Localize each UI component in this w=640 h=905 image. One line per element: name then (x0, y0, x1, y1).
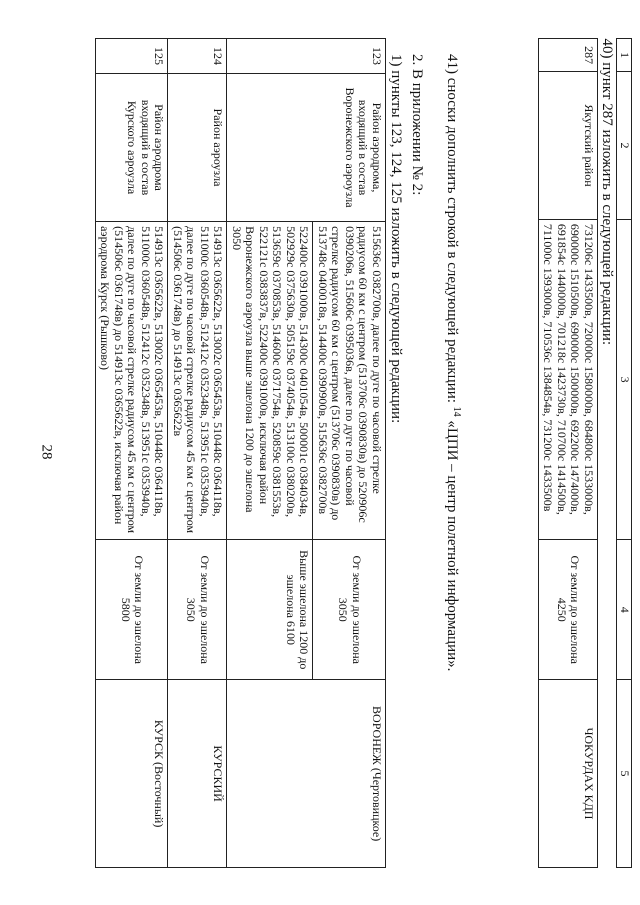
zone-coordinates: 514913с 0365622в, 513002с 0365453в, 510448с 0364118в, 511000с 0360548в, 512412с 0352348в, 513951с 0353940в, далее по дуге по часовой стрелке радиусом 45 км с центром (514506с 0361748в) до 514913с 0365622в (168, 222, 227, 540)
zone-coordinates: 731206с 1433500в, 720000с 1580000в, 684800с 1533000в, 690000с 1510500в, 690000с 1500000в, 692200с 1474000в, 691854с 1440000в, 701218с 1423730в, 710700с 1414500в, 711000с 1393000в, 710536с 1384854в, 731200с 1433500в (539, 219, 598, 540)
col-header-3: 3 (617, 219, 632, 540)
row-number: 125 (96, 39, 169, 74)
zone-name: Район аэродрома, входящий в состав Воронежского аэроузла (227, 73, 386, 221)
row-number: 124 (168, 39, 227, 74)
zone-name: Район аэроузла (168, 73, 227, 221)
zone-coordinates: 515636с 0382700в, далее по дуге по часовой стрелке радиусом 60 км с центром (513706с 0390830в) до 520906с 0390206в, 515606с 0395036в, далее по дуге по часовой стрелке радиусом 60 км с центром (513706с 0390830в) до 513748с 0400018в, 514400с 0390900в, 515636с 0382700в (313, 222, 386, 540)
table-row (313, 39, 386, 868)
appendix-line: 2. В приложении № 2: (409, 54, 425, 196)
zone-name: Якутский район (539, 72, 598, 220)
footnote-line (443, 54, 462, 671)
control-center: КУРСК (Восточный) (96, 680, 169, 868)
table-row (168, 39, 227, 868)
table-header-row (617, 39, 632, 868)
zone-coordinates: 514913с 0365622в, 513002с 0365453в, 510448с 0364118в, 511000с 0360548в, 512412с 0352348в, 513951с 0353940в, далее по дуге по часовой стрелке радиусом 45 км с центром (514506с 0361748в) до 514913с 0365622в, исключая район аэродрома Курск (Рышково) (96, 222, 169, 540)
col-header-5: 5 (617, 680, 632, 868)
col-header-4: 4 (617, 540, 632, 680)
airspace-table-bottom (95, 38, 386, 868)
table-row (96, 39, 169, 868)
col-header-1: 1 (617, 39, 632, 72)
control-center: КУРСКИЙ (168, 680, 227, 868)
items-line: 1) пункты 123, 124, 125 изложить в следующей редакции: (388, 54, 404, 424)
rotated-document-body (52, 30, 632, 875)
zone-limits: От земли до эшелона 4250 (539, 540, 598, 680)
footnote-line-main: 41) сноски дополнить строкой в следующей редакции: (444, 54, 460, 403)
zone-limits: От земли до эшелона 3050 (168, 540, 227, 680)
zone-limits: От земли до эшелона 3050 (313, 540, 386, 680)
page-number: 28 (38, 444, 55, 460)
control-center: ЧОКУРДАХ КДП (539, 680, 598, 868)
row-number: 123 (227, 39, 386, 74)
intro-text: 40) пункт 287 изложить в следующей редакции: (599, 38, 616, 346)
table-row (539, 39, 598, 868)
zone-limits: Выше эшелона 1200 до эшелона 6100 (227, 540, 313, 680)
zone-limits: От земли до эшелона 5800 (96, 540, 169, 680)
footnote-line-tail: «ЦПИ – центр полетной информации». (444, 420, 460, 672)
airspace-table-top (538, 38, 632, 868)
zone-coordinates: 522400с 0391000в, 514300с 0401054в, 500001с 0384034в, 502929с 0375630в, 505159с 0374054в, 513100с 0380200в, 513659с 0370853в, 514600с 0371754в, 520859с 0381553в, 522121с 0383837в, 522400с 0391000в, исключая район Воронежского аэроузла выше эшелона 1200 до эшелона 3050 (227, 222, 313, 540)
row-number: 287 (539, 39, 598, 72)
col-header-2: 2 (617, 72, 632, 220)
footnote-mark: 14 (451, 406, 462, 417)
zone-name: Район аэродрома входящий в состав Курского аэроузла (96, 73, 169, 221)
intro-row (598, 39, 618, 868)
control-center: ВОРОНЕЖ (Чертовицкое) (227, 680, 386, 868)
